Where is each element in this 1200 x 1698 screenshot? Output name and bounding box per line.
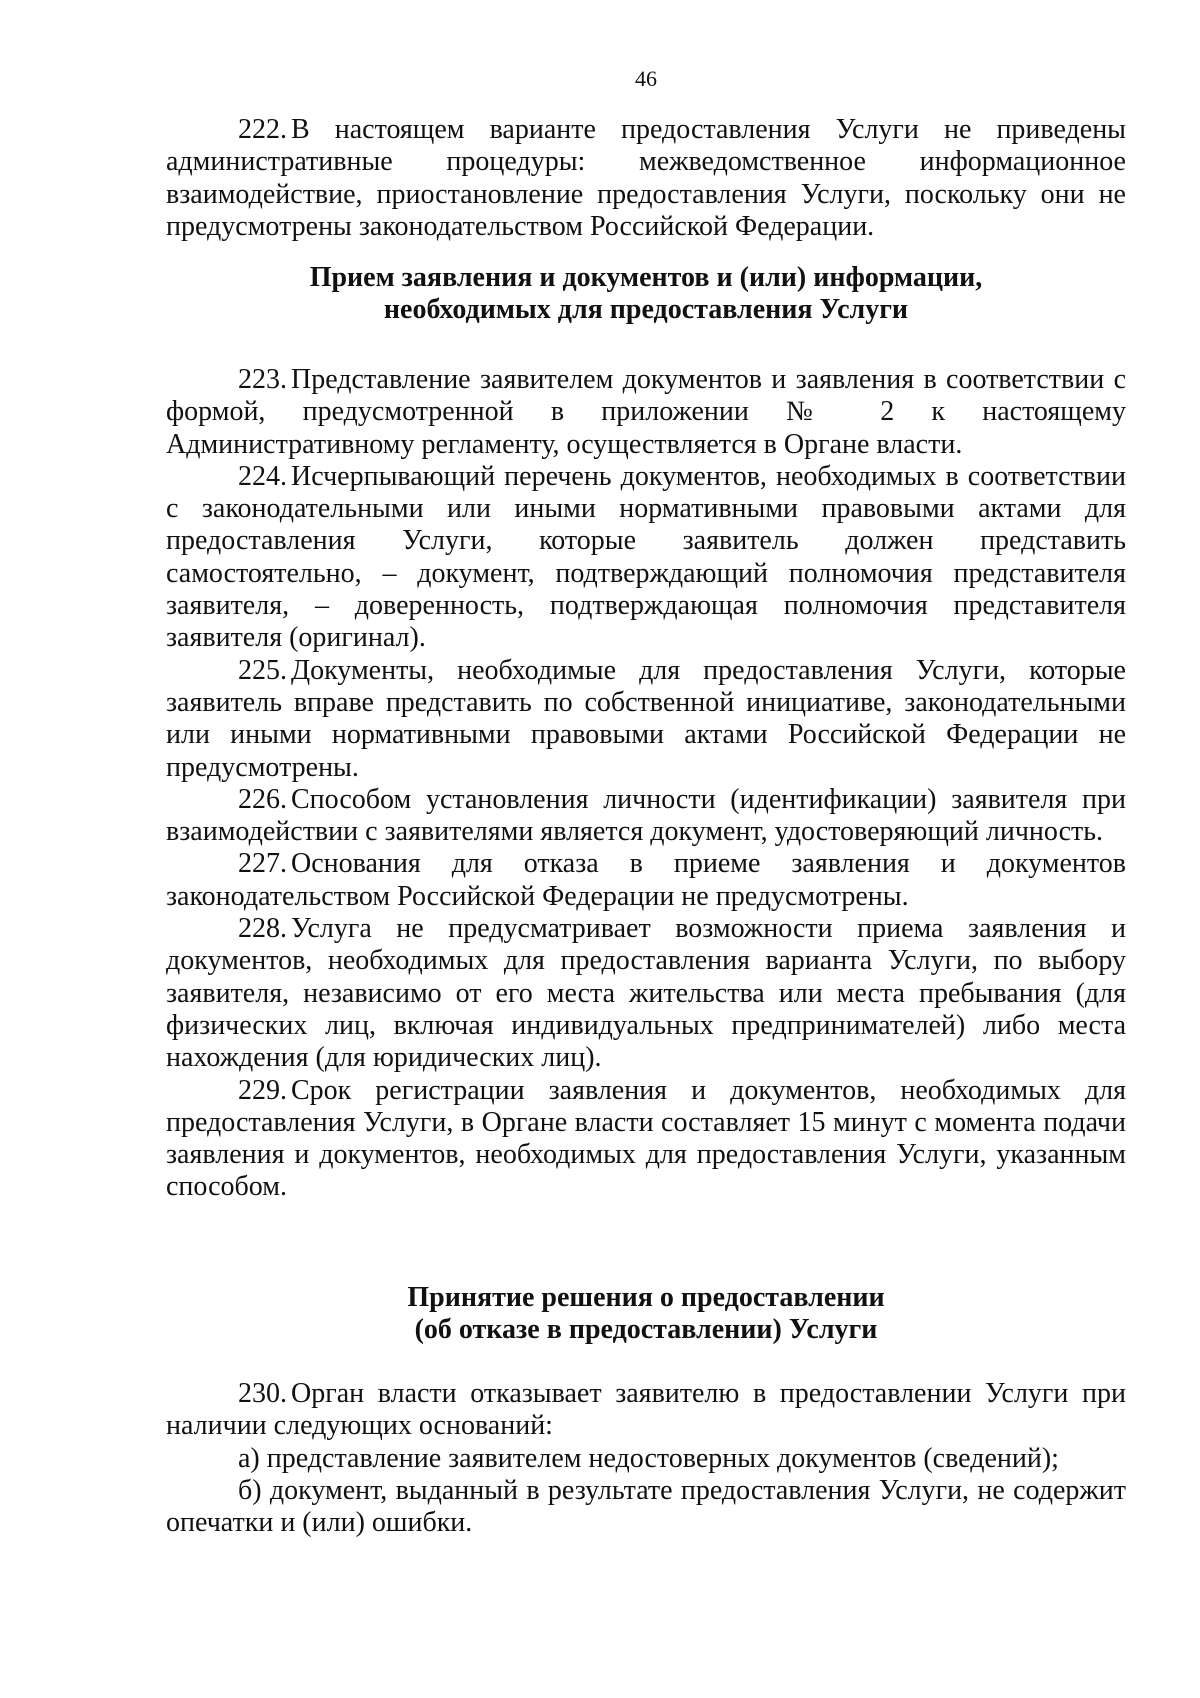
paragraph-number: 227.: [238, 848, 287, 880]
paragraph-number: 223.: [238, 364, 287, 395]
paragraph-body: Основания для отказа в приеме заявления и документов законодательством Российской Федерации не предусмотрены.: [166, 848, 1126, 912]
paragraph-body: Орган власти отказывает заявителю в предоставлении Услуги при наличии следующих оснований:: [166, 1378, 1126, 1442]
paragraph-229: [166, 1075, 1126, 1204]
heading-line-2: необходимых для предоставления Услуги: [383, 294, 909, 326]
paragraph-number: 230.: [238, 1378, 287, 1409]
section-heading-reception: [166, 262, 1126, 327]
section-heading-decision: [166, 1282, 1126, 1347]
paragraph-227: [166, 848, 1126, 913]
paragraph-number: 222.: [238, 114, 287, 145]
paragraphs-230: [166, 1378, 1126, 1539]
paragraph-225: [166, 655, 1126, 784]
paragraph-223: [166, 364, 1126, 461]
paragraph-number: 224.: [238, 460, 287, 492]
paragraph-226: [166, 784, 1126, 849]
paragraph-222: [166, 114, 1126, 243]
paragraph-text: [166, 114, 1126, 243]
page-number: 46: [635, 66, 657, 91]
paragraph-body: Документы, необходимые для предоставления Услуги, которые заявитель вправе представить по собственной инициативе, законодательными или иными нормативными правовыми актами Российской Федерации не предусмотрены.: [166, 654, 1126, 783]
paragraph-body: Способом установления личности (идентификации) заявителя при взаимодействии с заявителями является документ, удостоверяющий личность.: [166, 783, 1126, 848]
heading-line-1: Принятие решения о предоставлении: [407, 1282, 885, 1313]
paragraph-body: Представление заявителем документов и заявления в соответствии с формой, предусмотренной в приложении № 2 к настоящему Административному регламенту, осуществляется в Органе власти.: [166, 364, 1126, 460]
paragraph-number: 229.: [238, 1074, 287, 1106]
heading-line-2: (об отказе в предоставлении) Услуги: [414, 1314, 878, 1346]
paragraph-number: 226.: [238, 783, 287, 815]
paragraph-230: [166, 1378, 1126, 1443]
paragraphs-223-229: [166, 364, 1126, 1204]
paragraph-228: [166, 913, 1126, 1074]
heading-line-1: Прием заявления и документов и (или) информации,: [309, 262, 983, 293]
paragraph-body: Услуга не предусматривает возможности приема заявления и документов, необходимых для предоставления варианта Услуги, по выбору заявителя, независимо от его места жительства или места пребывания (для физических лиц, включая индивидуальных предпринимателей) либо места нахождения (для юридических лиц).: [166, 913, 1126, 1074]
paragraph-number: 228.: [238, 913, 287, 945]
paragraph-230-a: а) представление заявителем недостоверных документов (сведений);: [238, 1442, 1059, 1474]
paragraph-number: 225.: [238, 654, 287, 686]
paragraph-body: Исчерпывающий перечень документов, необходимых в соответствии с законодательными или иными нормативными правовыми актами для предоставления Услуги, которые заявитель должен представить самостоятельно, – документ, подтверждающий полномочия представителя заявителя, – доверенность, подтверждающая полномочия представителя заявителя (оригинал).: [166, 460, 1126, 654]
paragraph-body: В настоящем варианте предоставления Услуги не приведены административные процедуры: межведомственное информационное взаимодействие, приостановление предоставления Услуги, поскольку они не предусмотрены законодательством Российской Федерации.: [166, 114, 1126, 242]
paragraph-224: [166, 461, 1126, 655]
paragraph-body: Срок регистрации заявления и документов, необходимых для предоставления Услуги, в Органе власти составляет 15 минут с момента подачи заявления и документов, необходимых для предоставления Услуги, указанным способом.: [166, 1074, 1126, 1203]
paragraph-230-b: б) документ, выданный в результате предоставления Услуги, не содержит опечатки и (или) ошибки.: [166, 1474, 1126, 1539]
